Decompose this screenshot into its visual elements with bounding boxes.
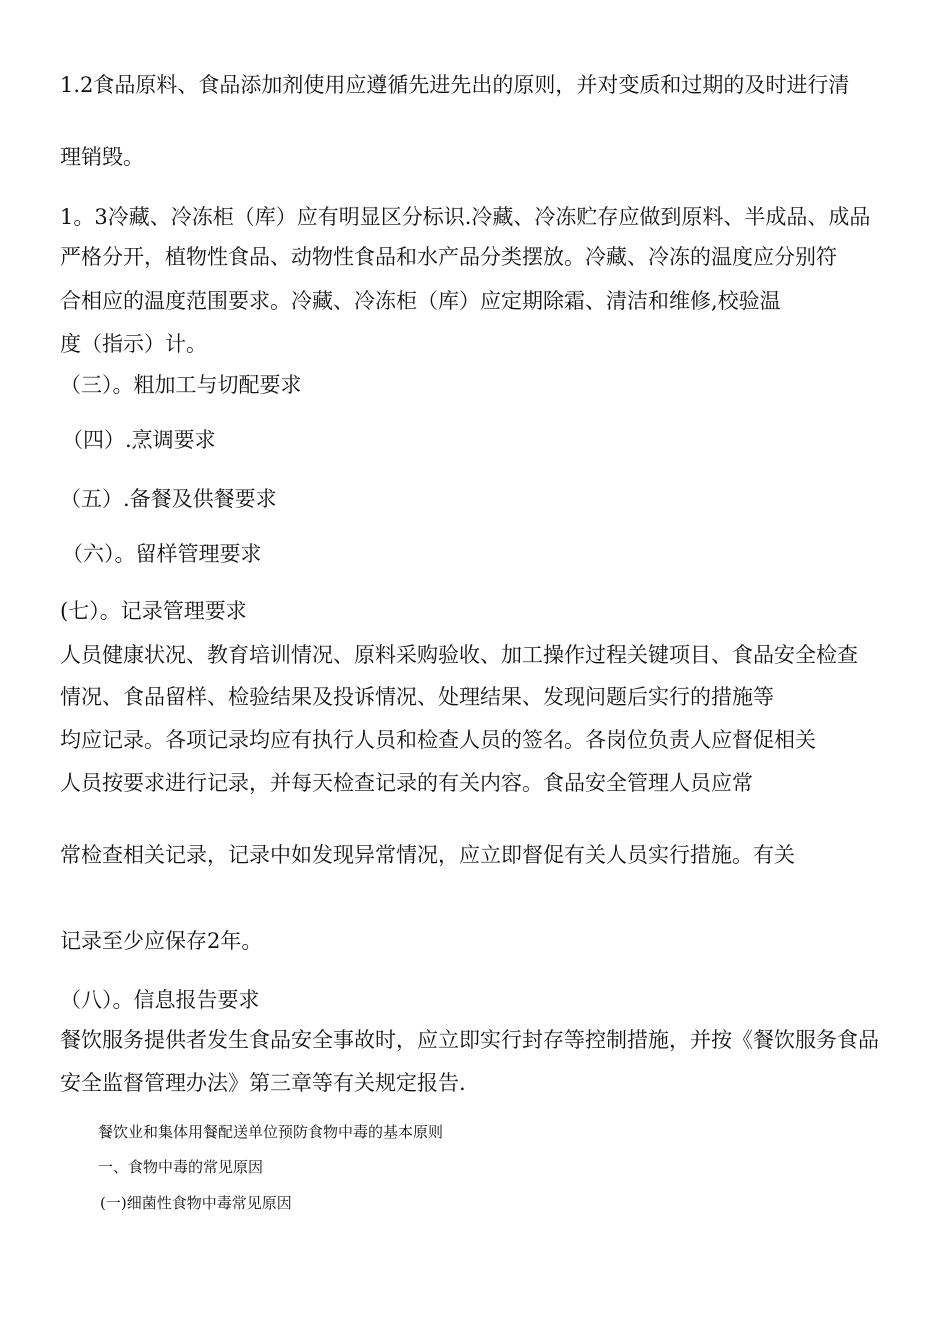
- section-heading-3: （三）。粗加工与切配要求: [60, 373, 302, 397]
- section-heading-8: （八）。信息报告要求: [60, 988, 260, 1012]
- records-paragraph-line-1: 人员健康状况、教育培训情况、原料采购验收、加工操作过程关键项目、食品安全检查: [60, 643, 858, 667]
- subdocument-subsection-1: (一)细菌性食物中毒常见原因: [100, 1194, 292, 1212]
- report-paragraph-line-2: 安全监督管理办法》第三章等有关规定报告.: [60, 1071, 466, 1095]
- paragraph-1-3-line-1: 1。3冷藏、冷冻柜（库）应有明显区分标识.冷藏、冷冻贮存应做到原料、半成品、成品: [60, 205, 871, 229]
- records-paragraph-line-6: 记录至少应保存2年。: [60, 929, 263, 953]
- records-paragraph-line-2: 情况、食品留样、检验结果及投诉情况、处理结果、发现问题后实行的措施等: [60, 685, 774, 709]
- records-paragraph-line-3: 均应记录。各项记录均应有执行人员和检查人员的签名。各岗位负责人应督促相关: [60, 728, 816, 752]
- records-paragraph-line-5: 常检查相关记录，记录中如发现异常情况，应立即督促有关人员实行措施。有关: [60, 843, 795, 867]
- subdocument-title: 餐饮业和集体用餐配送单位预防食物中毒的基本原则: [98, 1123, 444, 1141]
- section-heading-6: （六）。留样管理要求: [62, 542, 262, 566]
- paragraph-1-2-line-1: 1.2食品原料、食品添加剂使用应遵循先进先出的原则，并对变质和过期的及时进行清: [60, 73, 850, 97]
- paragraph-1-2-line-2: 理销毁。: [60, 145, 144, 169]
- section-heading-7: (七）。记录管理要求: [60, 599, 247, 623]
- records-paragraph-line-4: 人员按要求进行记录，并每天检查记录的有关内容。食品安全管理人员应常: [60, 771, 753, 795]
- section-heading-4: （四）.烹调要求: [62, 428, 216, 452]
- paragraph-1-3-line-3: 合相应的温度范围要求。冷藏、冷冻柜（库）应定期除霜、清洁和维修,校验温: [60, 289, 781, 313]
- paragraph-1-3-line-4: 度（指示）计。: [60, 332, 207, 356]
- paragraph-1-3-line-2: 严格分开，植物性食品、动物性食品和水产品分类摆放。冷藏、冷冻的温度应分别符: [60, 245, 837, 269]
- subdocument-section-1: 一、食物中毒的常见原因: [98, 1158, 264, 1176]
- report-paragraph-line-1: 餐饮服务提供者发生食品安全事故时，应立即实行封存等控制措施，并按《餐饮服务食品: [60, 1028, 879, 1052]
- section-heading-5: （五）.备餐及供餐要求: [60, 487, 277, 511]
